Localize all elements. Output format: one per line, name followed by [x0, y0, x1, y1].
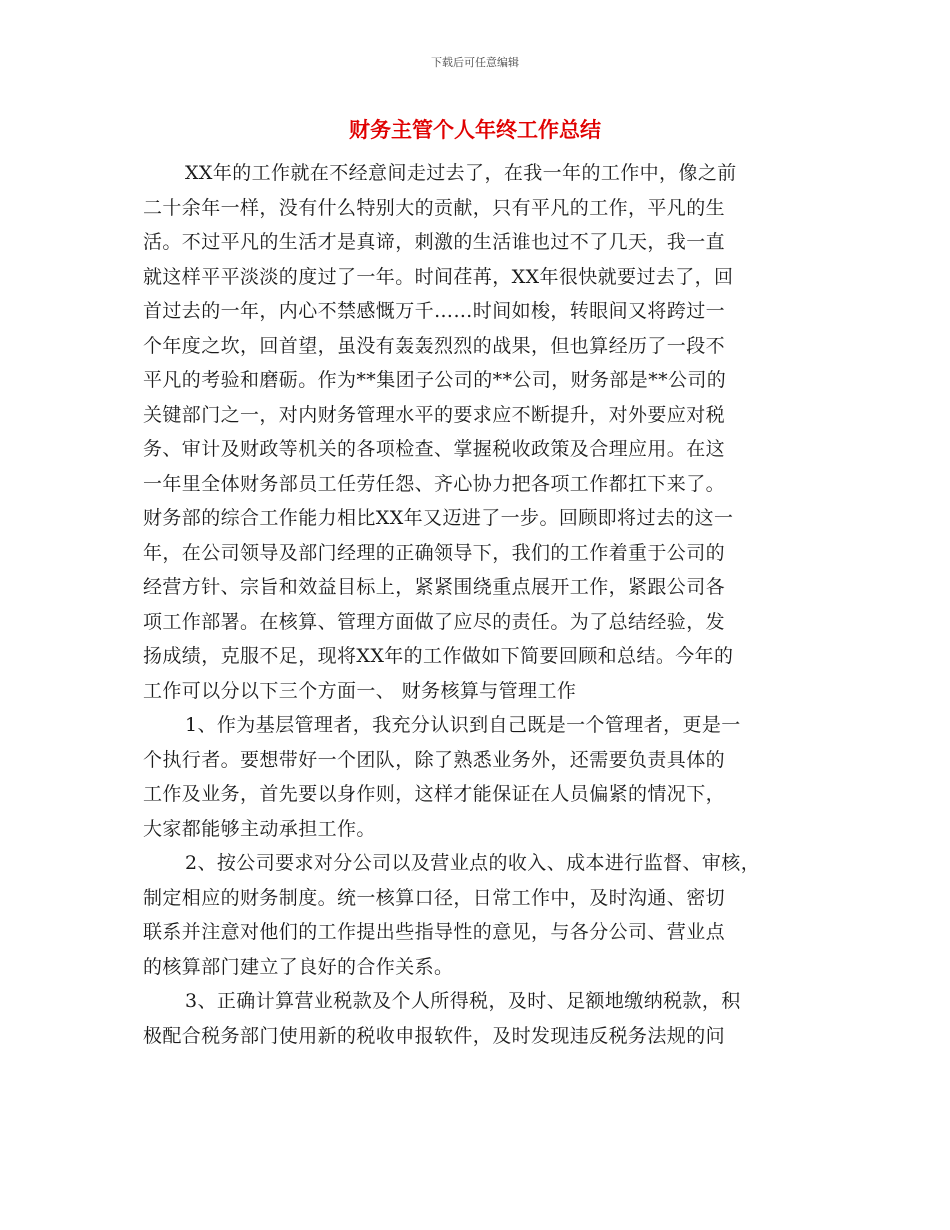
text-line: 经营方针、宗旨和效益目标上，紧紧围绕重点展开工作，紧跟公司各	[143, 576, 726, 598]
text-line: 首过去的一年，内心不禁感慨万千……时间如梭，转眼间又将跨过一	[143, 300, 726, 322]
text-line: 大家都能够主动承担工作。	[143, 817, 376, 840]
text-line: 扬成绩，克服不足，现将XX年的工作做如下简要回顾和总结。今年的	[143, 645, 734, 667]
text-line: 年，在公司领导及部门经理的正确领导下，我们的工作着重于公司的	[143, 541, 726, 564]
text-line: 关键部门之一，对内财务管理水平的要求应不断提升，对外要应对税	[143, 403, 726, 426]
text-line: 工作可以分以下三个方面一、 财务核算与管理工作	[143, 679, 577, 702]
text-line: 项工作部署。在核算、管理方面做了应尽的责任。为了总结经验，发	[143, 610, 726, 633]
text-line: 个执行者。要想带好一个团队，除了熟悉业务外，还需要负责具体的	[143, 748, 726, 771]
text-line: 个年度之坎，回首望，虽没有轰轰烈烈的战果，但也算经历了一段不	[143, 334, 726, 357]
document-body	[143, 156, 813, 1053]
text-line: 极配合税务部门使用新的税收申报软件，及时发现违反税务法规的问	[143, 1024, 726, 1047]
text-line: 2、按公司要求对分公司以及营业点的收入、成本进行监督、审核，	[185, 852, 761, 874]
text-line: 活。不过平凡的生活才是真谛，刺激的生活谁也过不了几天，我一直	[143, 231, 726, 253]
text-line: 一年里全体财务部员工任劳任怨、齐心协力把各项工作都扛下来了。	[143, 472, 726, 495]
text-line: 平凡的考验和磨砺。作为**集团子公司的**公司，财务部是**公司的	[143, 369, 727, 391]
text-line: 就这样平平淡淡的度过了一年。时间荏苒，XX年很快就要过去了，回	[143, 265, 734, 288]
text-line: 二十余年一样，没有什么特别大的贡献，只有平凡的工作，平凡的生	[143, 196, 726, 219]
text-line: 财务部的综合工作能力相比XX年又迈进了一步。回顾即将过去的这一	[143, 507, 734, 529]
text-line: XX年的工作就在不经意间走过去了，在我一年的工作中，像之前	[185, 162, 737, 184]
document-title: 财务主管个人年终工作总结	[349, 118, 601, 142]
page-header-note: 下载后可任意编辑	[431, 56, 519, 69]
text-line: 联系并注意对他们的工作提出些指导性的意见，与各分公司、营业点	[143, 921, 726, 943]
text-line: 制定相应的财务制度。统一核算口径，日常工作中，及时沟通、密切	[143, 886, 726, 909]
text-line: 务、审计及财政等机关的各项检查、掌握税收政策及合理应用。在这	[143, 438, 726, 460]
text-line: 3、正确计算营业税款及个人所得税，及时、足额地缴纳税款，积	[185, 990, 741, 1012]
text-line: 1、作为基层管理者，我充分认识到自己既是一个管理者，更是一	[185, 714, 741, 736]
text-line: 工作及业务，首先要以身作则，这样才能保证在人员偏紧的情况下，	[143, 783, 726, 805]
text-line: 的核算部门建立了良好的合作关系。	[143, 955, 454, 978]
